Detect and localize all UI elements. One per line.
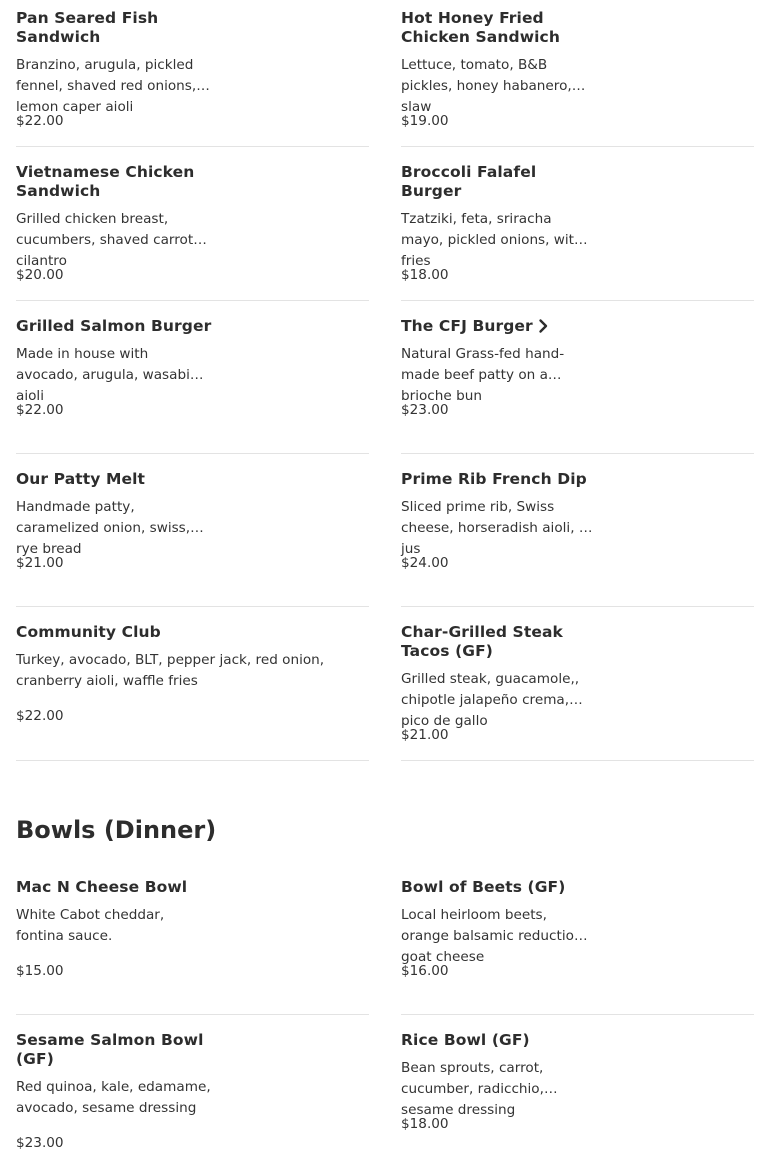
menu-item-vietnamese-chicken-sandwich[interactable] [16,147,369,301]
item-price: $23.00 [16,1135,64,1151]
item-description: Bean sprouts, carrot, cucumber, radicchio, sesame dressing [401,1060,544,1118]
item-description: Turkey, avocado, BLT, pepper jack, red onion, cranberry aioli, waffle fries [16,652,325,689]
menu-item-mac-n-cheese-bowl[interactable] [16,862,369,1015]
item-price: $22.00 [16,708,64,724]
item-name: Bowl of Beets (GF) [401,878,566,896]
item-name: Pan Seared Fish Sandwich [16,9,159,46]
menu-item-rice-bowl[interactable] [401,1015,754,1163]
menu-item-cfj-burger[interactable] [401,301,754,454]
item-name-row [401,317,661,338]
item-price: $22.00 [16,402,64,418]
item-price: $21.00 [401,727,449,743]
item-name: Sesame Salmon Bowl (GF) [16,1031,204,1068]
item-description: Sliced prime rib, Swiss cheese, horseradish aioli, au jus [401,499,596,557]
menu-item-char-grilled-steak-tacos[interactable] [401,607,754,761]
item-description: Grilled chicken breast, cucumbers, shaved carrots, cilantro [16,211,205,269]
item-price: $21.00 [16,555,64,571]
item-price: $20.00 [16,267,64,283]
item-name: Grilled Salmon Burger [16,317,212,335]
section-heading-bowls: Bowls (Dinner) [16,816,217,844]
menu-item-grilled-salmon-burger[interactable] [16,301,369,454]
chevron-right-icon [539,319,548,338]
item-name: Community Club [16,623,161,641]
menu-item-hot-honey-fried-chicken-sandwich[interactable] [401,0,754,147]
menu-item-pan-seared-fish-sandwich[interactable] [16,0,369,147]
item-description: Made in house with avocado, arugula, wasabi aioli [16,346,190,404]
menu-item-bowl-of-beets[interactable] [401,862,754,1015]
item-name: Our Patty Melt [16,470,146,488]
item-name: The CFJ Burger [401,317,533,335]
item-name: Rice Bowl (GF) [401,1031,530,1049]
item-price: $18.00 [401,1116,449,1132]
menu-item-broccoli-falafel-burger[interactable] [401,147,754,301]
item-description: Natural Grass-fed hand-made beef patty on a brioche bun [401,346,565,404]
item-name: Vietnamese Chicken Sandwich [16,163,195,200]
menu-item-prime-rib-french-dip[interactable] [401,454,754,607]
item-price: $18.00 [401,267,449,283]
item-description: Lettuce, tomato, B&B pickles, honey habanero, slaw [401,57,572,115]
item-description: Red quinoa, kale, edamame, avocado, sesame dressing [16,1079,211,1116]
menu-item-sesame-salmon-bowl[interactable] [16,1015,369,1163]
item-name: Char-Grilled Steak Tacos (GF) [401,623,563,660]
item-description: Grilled steak, guacamole,, chipotle jalapeño crema, pico de gallo [401,671,580,729]
item-price: $15.00 [16,963,64,979]
item-name: Mac N Cheese Bowl [16,878,188,896]
item-description: Tzatziki, feta, sriracha mayo, pickled onions, with fries [401,211,583,269]
item-description: Local heirloom beets, orange balsamic reduction, goat cheese [401,907,587,965]
item-price: $19.00 [401,113,449,129]
item-price: $24.00 [401,555,449,571]
item-description: Branzino, arugula, pickled fennel, shaved red onions, lemon caper aioli [16,57,197,115]
item-name: Hot Honey Fried Chicken Sandwich [401,9,560,46]
item-name: Prime Rib French Dip [401,470,587,488]
item-price: $23.00 [401,402,449,418]
item-name: Broccoli Falafel Burger [401,163,537,200]
item-price: $22.00 [16,113,64,129]
menu-item-community-club[interactable] [16,607,369,761]
item-price: $16.00 [401,963,449,979]
item-description: Handmade patty, caramelized onion, swiss, rye bread [16,499,191,557]
menu-item-our-patty-melt[interactable] [16,454,369,607]
item-description: White Cabot cheddar, fontina sauce. [16,907,165,944]
